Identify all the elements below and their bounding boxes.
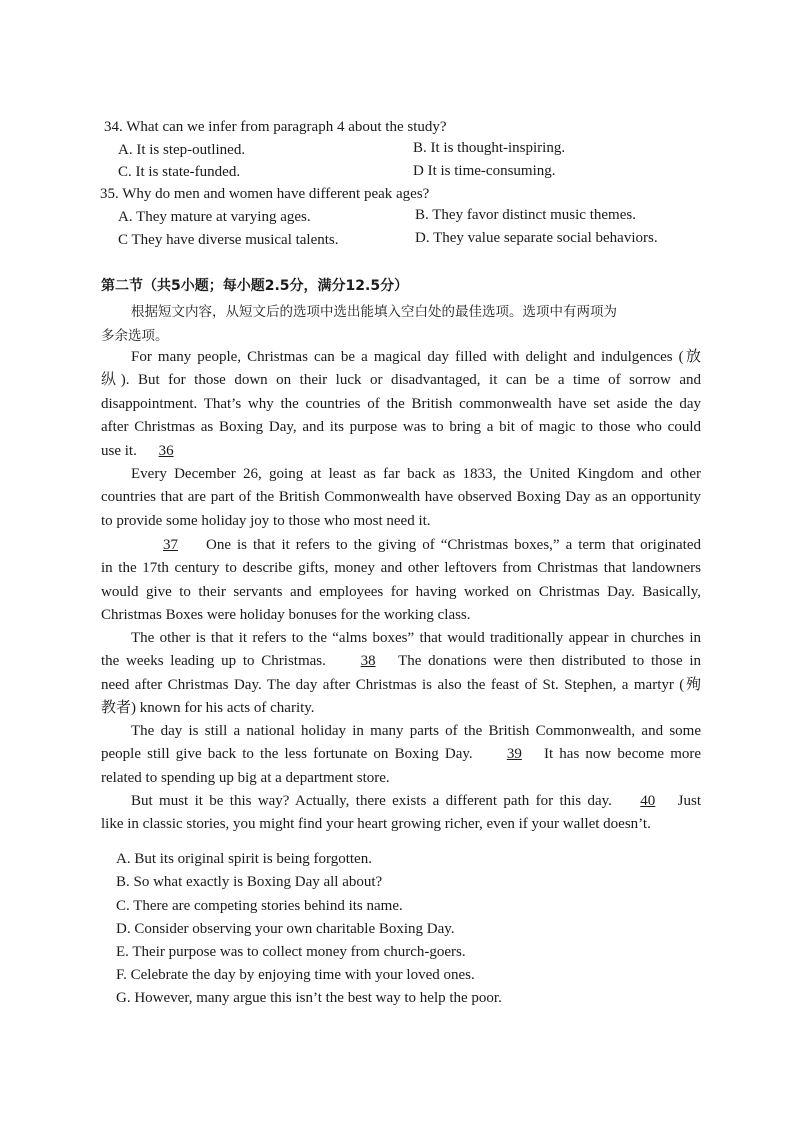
question-stem: What can we infer from paragraph 4 about the study? — [126, 119, 447, 135]
text-line: need after Christmas Day. The day after Christmas is also the feast of St. Stephen, a martyr (殉 — [101, 676, 701, 693]
text-line: 纵). But for those down on their luck or disadvantaged, it can be a time of sorrow and — [101, 372, 701, 389]
option-letter: B. — [415, 207, 429, 223]
text-fragment: Just — [677, 793, 702, 809]
text-line: like in classic stories, you might find your heart growing richer, even if your wallet doesn’t. — [101, 816, 651, 833]
text-line: to provide some holiday joy to those who most need it. — [101, 512, 431, 529]
text-line: after Christmas as Boxing Day, and its purpose was to bring a bit of magic to those who could — [101, 419, 701, 436]
passage-paragraph-6 — [101, 790, 701, 837]
option-text: They value separate social behaviors. — [433, 230, 658, 246]
text-line — [101, 534, 701, 557]
text-line — [101, 440, 701, 463]
option-text: They favor distinct music themes. — [432, 207, 636, 223]
text-line: Christmas Boxes were holiday bonuses for the working class. — [101, 607, 471, 624]
text-line — [101, 790, 701, 813]
choice-d[interactable]: D. Consider observing your own charitable Boxing Day. — [116, 921, 455, 937]
choice-g[interactable]: G. However, many argue this isn’t the best way to help the poor. — [116, 990, 502, 1006]
option-letter: D. — [415, 230, 430, 246]
option-text: They have diverse musical talents. — [131, 232, 339, 248]
question-stem: Why do men and women have different peak ages? — [122, 186, 430, 202]
blank-39[interactable]: 39 — [506, 746, 522, 763]
text-line: For many people, Christmas can be a magical day filled with delight and indulgences (放 — [131, 349, 701, 365]
question-number: 34. — [104, 119, 123, 135]
option-letter: A. — [118, 142, 133, 158]
blank-40[interactable]: 40 — [640, 793, 656, 809]
option-35-a[interactable] — [118, 209, 311, 226]
option-34-d[interactable] — [413, 163, 556, 180]
choice-e[interactable]: E. Their purpose was to collect money from church-goers. — [116, 944, 466, 960]
text-line: countries that are part of the British Commonwealth have observed Boxing Day as an opportunity — [101, 489, 701, 506]
text-fragment: The donations were then distributed to those in — [398, 653, 702, 670]
option-letter: C. — [118, 164, 132, 180]
option-letter: A. — [118, 209, 133, 225]
text-line: related to spending up big at a department store. — [101, 769, 390, 786]
text-line: The other is that it refers to the “alms boxes” that would traditionally appear in churches in — [131, 630, 701, 646]
question-number: 35. — [100, 186, 119, 202]
option-text: It is thought-inspiring. — [430, 140, 566, 156]
text-fragment: use it. — [101, 442, 137, 459]
text-line: disappointment. That’s why the countries of the British commonwealth have set aside the day — [101, 395, 701, 412]
text-fragment: people still give back to the less fortunate on Boxing Day. — [101, 746, 473, 763]
option-letter: B. — [413, 140, 427, 156]
choice-c[interactable]: C. There are competing stories behind its name. — [116, 898, 403, 914]
question-35 — [100, 186, 429, 203]
blank-36[interactable]: 36 — [158, 442, 174, 459]
option-text: They mature at varying ages. — [136, 209, 311, 225]
section-heading: 第二节（共5小题；每小题2.5分，满分12.5分） — [101, 278, 409, 294]
text-line: Every December 26, going at least as far back as 1833, the United Kingdom and other — [131, 466, 701, 482]
text-line — [101, 650, 701, 673]
passage-paragraph-4 — [101, 627, 701, 721]
blank-38[interactable]: 38 — [360, 653, 376, 670]
option-34-a[interactable] — [118, 142, 245, 159]
option-letter: C — [118, 232, 129, 248]
option-text: It is step-outlined. — [136, 142, 246, 158]
option-text: It is time-consuming. — [427, 163, 556, 179]
choice-a[interactable]: A. But its original spirit is being forgotten. — [116, 851, 372, 867]
passage-paragraph-3 — [101, 534, 701, 628]
option-35-c[interactable] — [118, 232, 339, 249]
choice-f[interactable]: F. Celebrate the day by enjoying time with your loved ones. — [116, 967, 475, 983]
option-34-b[interactable] — [413, 140, 565, 157]
text-fragment: But must it be this way? Actually, there exists a different path for this day. — [131, 793, 612, 809]
option-letter: D — [413, 163, 424, 179]
text-line: would give to their servants and employees for having worked on Christmas Day. Basically, — [101, 583, 701, 600]
option-34-c[interactable] — [118, 164, 240, 181]
text-line — [101, 743, 701, 766]
blank-37[interactable]: 37 — [163, 537, 178, 553]
text-line: in the 17th century to describe gifts, money and other leftovers from Christmas that landowners — [101, 560, 701, 577]
passage-paragraph-1 — [101, 346, 701, 463]
option-35-d[interactable] — [415, 230, 658, 247]
option-text: It is state-funded. — [135, 164, 241, 180]
option-35-b[interactable] — [415, 207, 636, 224]
passage-paragraph-5 — [101, 720, 701, 790]
text-fragment: the weeks leading up to Christmas. — [101, 653, 326, 670]
text-fragment: One is that it refers to the giving of “Christmas boxes,” a term that originated — [206, 537, 701, 553]
text-line: The day is still a national holiday in many parts of the British Commonwealth, and some — [131, 723, 701, 739]
text-line: 教者) known for his acts of charity. — [101, 700, 315, 717]
passage-paragraph-2 — [101, 463, 701, 533]
section-instructions-line2: 多余选项。 — [101, 328, 169, 344]
question-34 — [104, 119, 447, 136]
text-fragment: It has now become more — [543, 746, 702, 763]
choice-b[interactable]: B. So what exactly is Boxing Day all about? — [116, 874, 383, 890]
section-instructions-line1: 根据短文内容，从短文后的选项中选出能填入空白处的最佳选项。选项中有两项为 — [131, 304, 617, 320]
